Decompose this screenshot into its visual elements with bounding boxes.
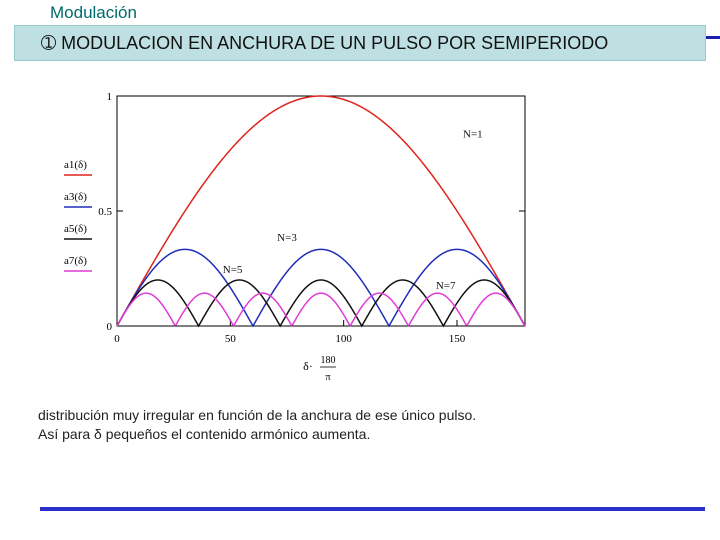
series-annotation: N=1 <box>463 128 483 141</box>
y-tick-label: 0 <box>106 321 112 333</box>
x-tick-label: 50 <box>224 333 236 345</box>
caption-line-2: Así para δ pequeños el contenido armónico aumenta. <box>38 426 371 442</box>
caption-line-1: distribución muy irregular en función de la anchura de ese único pulso. <box>38 407 477 423</box>
circled-one-icon: ➀ <box>41 33 57 53</box>
x-axis-label <box>303 355 336 383</box>
x-tick-label: 0 <box>114 333 120 345</box>
legend-label: a7(δ) <box>64 255 87 267</box>
title-accent-line <box>706 36 720 39</box>
series-annotation: N=3 <box>277 231 297 244</box>
section-label: Modulación <box>50 3 137 22</box>
series-labels <box>223 128 483 292</box>
chart-svg <box>60 86 540 391</box>
y-tick-label: 1 <box>106 91 112 103</box>
series-line-a3 <box>117 249 525 326</box>
title-bar <box>14 25 706 61</box>
x-axis-label-denominator: π <box>325 372 331 383</box>
x-axis-label-numerator: 180 <box>320 355 336 366</box>
caption <box>38 406 476 444</box>
series-line-a7 <box>117 293 525 326</box>
slide-title-text: MODULACION EN ANCHURA DE UN PULSO POR SEMIPERIODO <box>61 33 609 53</box>
legend-label: a3(δ) <box>64 191 87 203</box>
y-tick-label: 0.5 <box>98 206 112 218</box>
x-axis-label-prefix: δ· <box>303 359 313 373</box>
slide-title <box>41 33 608 54</box>
bottom-rule <box>40 507 705 511</box>
series-annotation: N=5 <box>222 264 243 277</box>
series-line-a5 <box>117 280 525 326</box>
legend <box>64 159 92 271</box>
x-tick-label: 150 <box>448 333 466 345</box>
chart <box>60 86 540 391</box>
legend-label: a1(δ) <box>64 159 87 171</box>
legend-label: a5(δ) <box>64 223 87 235</box>
x-tick-label: 100 <box>335 333 352 345</box>
series-annotation: N=7 <box>435 280 456 293</box>
